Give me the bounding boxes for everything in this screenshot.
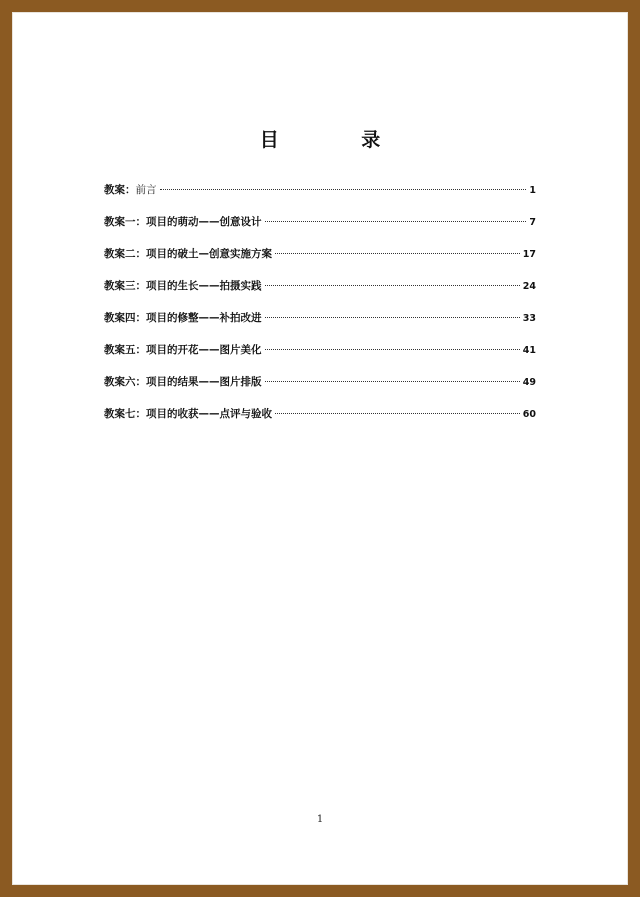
toc-leader-dots bbox=[275, 412, 520, 414]
toc-leader-dots bbox=[265, 316, 520, 318]
toc-leader-dots bbox=[275, 252, 520, 254]
toc-entry-label: 教案：前言 bbox=[104, 184, 157, 196]
toc-entry-label: 教案五：项目的开花——图片美化 bbox=[104, 344, 262, 356]
toc-entry-page: 60 bbox=[522, 409, 536, 420]
toc-entry-page: 7 bbox=[529, 217, 536, 228]
toc-leader-dots bbox=[265, 380, 520, 382]
toc-entry[interactable] bbox=[104, 374, 536, 406]
toc-entry-page: 1 bbox=[529, 185, 536, 196]
toc-entry[interactable] bbox=[104, 278, 536, 310]
toc-entry[interactable] bbox=[104, 342, 536, 374]
toc-entry[interactable] bbox=[104, 182, 536, 214]
toc-entry-page: 49 bbox=[522, 377, 536, 388]
toc-leader-dots bbox=[160, 188, 527, 190]
document-page bbox=[12, 12, 628, 885]
table-of-contents bbox=[104, 182, 536, 438]
toc-leader-dots bbox=[265, 284, 520, 286]
toc-entry[interactable] bbox=[104, 310, 536, 342]
footer-page-number: 1 bbox=[316, 814, 324, 825]
toc-entry-page: 17 bbox=[522, 249, 536, 260]
toc-entry-page: 41 bbox=[522, 345, 536, 356]
toc-entry-label: 教案一：项目的萌动——创意设计 bbox=[104, 216, 262, 228]
toc-entry-label: 教案二：项目的破土—创意实施方案 bbox=[104, 248, 272, 260]
toc-entry-page: 24 bbox=[522, 281, 536, 292]
toc-title: 目 录 bbox=[259, 129, 419, 151]
toc-entry-page: 33 bbox=[522, 313, 536, 324]
toc-entry-label: 教案七：项目的收获——点评与验收 bbox=[104, 408, 272, 420]
toc-leader-dots bbox=[265, 348, 520, 350]
toc-entry-label: 教案六：项目的结果——图片排版 bbox=[104, 376, 262, 388]
toc-leader-dots bbox=[265, 220, 527, 222]
toc-entry[interactable] bbox=[104, 406, 536, 438]
toc-entry[interactable] bbox=[104, 214, 536, 246]
toc-entry[interactable] bbox=[104, 246, 536, 278]
toc-entry-label: 教案三：项目的生长——拍摄实践 bbox=[104, 280, 262, 292]
toc-entry-label: 教案四：项目的修整——补拍改进 bbox=[104, 312, 262, 324]
